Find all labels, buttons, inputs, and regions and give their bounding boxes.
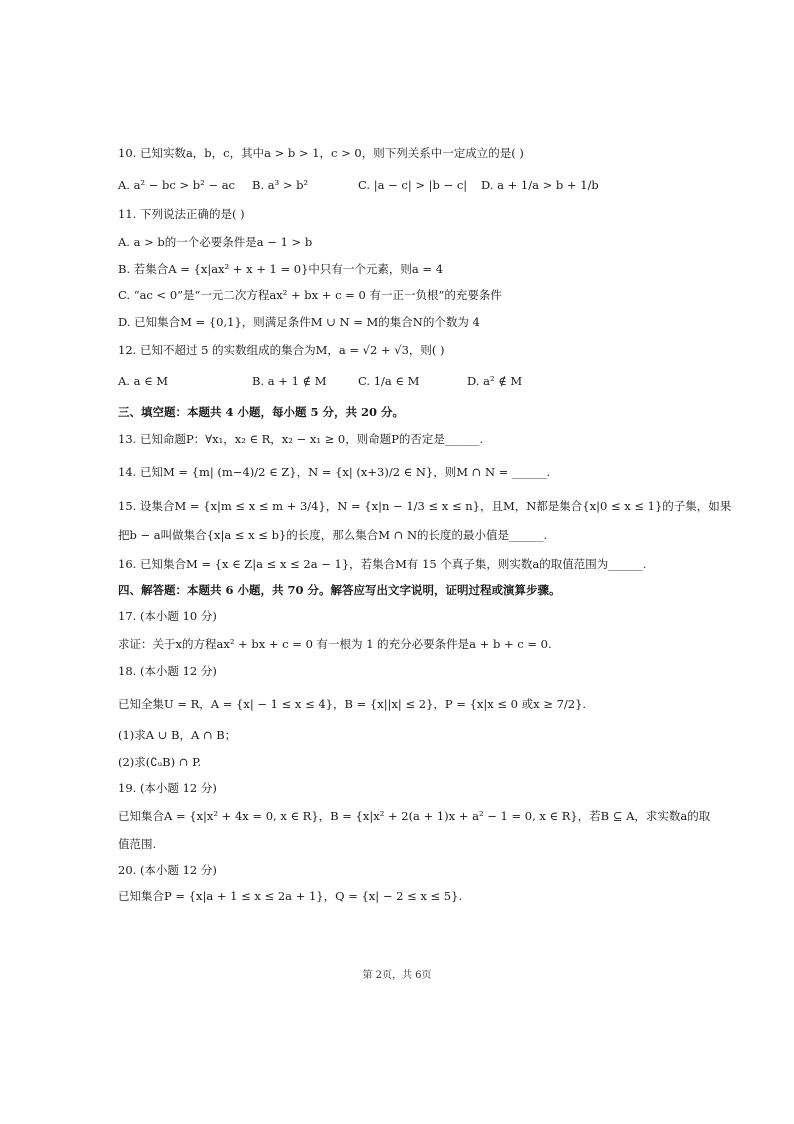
q11-stem: 11. 下列说法正确的是( ) [118, 207, 245, 221]
q13: 13. 已知命题P：∀x₁，x₂ ∈ R，x₂ − x₁ ≥ 0，则命题P的否定是______. [118, 432, 484, 446]
q16: 16. 已知集合M = {x ∈ Z|a ≤ x ≤ 2a − 1}，若集合M有 15 个真子集，则实数a的取值范围为______. [118, 557, 647, 571]
q15-line1: 15. 设集合M = {x|m ≤ x ≤ m + 3/4}，N = {x|n − 1/3 ≤ x ≤ n}，且M，N都是集合{x|0 ≤ x ≤ 1}的子集，如果 [118, 499, 732, 513]
q12-option-d: D. a² ∉ M [467, 374, 523, 388]
q20-head: 20. (本小题 12 分) [118, 863, 217, 877]
q18-part2: (2)求(∁ᵤB) ∩ P. [118, 755, 202, 769]
q17-body: 求证：关于x的方程ax² + bx + c = 0 有一根为 1 的充分必要条件是a + b + c = 0. [118, 637, 552, 651]
q10-option-c: C. |a − c| > |b − c| [358, 178, 468, 192]
q14: 14. 已知M = {m| (m−4)/2 ∈ Z}，N = {x| (x+3)/2 ∈ N}，则M ∩ N = ______. [118, 465, 551, 479]
q10-option-d: D. a + 1/a > b + 1/b [481, 178, 599, 192]
q10-stem: 10. 已知实数a，b，c，其中a > b > 1，c > 0，则下列关系中一定成立的是( ) [118, 146, 524, 160]
q19-line1: 已知集合A = {x|x² + 4x = 0, x ∈ R}，B = {x|x² + 2(a + 1)x + a² − 1 = 0, x ∈ R}，若B ⊆ A，求实数a的取 [118, 809, 711, 823]
section-fill-in-heading: 三、填空题：本题共 4 小题，每小题 5 分，共 20 分。 [118, 405, 405, 419]
q11-option-b: B. 若集合A = {x|ax² + x + 1 = 0}中只有一个元素，则a = 4 [118, 262, 444, 276]
q18-head: 18. (本小题 12 分) [118, 664, 217, 678]
q11-option-a: A. a > b的一个必要条件是a − 1 > b [118, 235, 313, 249]
q12-stem: 12. 已知不超过 5 的实数组成的集合为M，a = √2 + √3，则( ) [118, 343, 445, 357]
q15-line2: 把b − a叫做集合{x|a ≤ x ≤ b}的长度，那么集合M ∩ N的长度的最小值是______. [118, 528, 548, 542]
q11-option-c: C. “ac < 0”是“一元二次方程ax² + bx + c = 0 有一正一负根”的充要条件 [118, 288, 502, 302]
q19-head: 19. (本小题 12 分) [118, 781, 217, 795]
page-footer: 第 2页，共 6页 [362, 970, 432, 981]
q10-option-a: A. a² − bc > b² − ac [118, 178, 235, 192]
q17-head: 17. (本小题 10 分) [118, 609, 217, 623]
q20-body: 已知集合P = {x|a + 1 ≤ x ≤ 2a + 1}，Q = {x| − 2 ≤ x ≤ 5}. [118, 889, 463, 903]
q18-body: 已知全集U = R，A = {x| − 1 ≤ x ≤ 4}，B = {x||x| ≤ 2}，P = {x|x ≤ 0 或x ≥ 7/2}. [118, 697, 587, 711]
q11-option-d: D. 已知集合M = {0,1}，则满足条件M ∪ N = M的集合N的个数为 4 [118, 315, 480, 329]
q12-option-b: B. a + 1 ∉ M [252, 374, 327, 388]
section-answer-heading: 四、解答题：本题共 6 小题，共 70 分。解答应写出文字说明，证明过程或演算步骤。 [118, 583, 561, 597]
q12-option-a: A. a ∈ M [118, 374, 169, 388]
q19-line2: 值范围. [118, 837, 157, 851]
q12-option-c: C. 1/a ∈ M [358, 374, 420, 388]
q10-option-b: B. a³ > b² [252, 178, 309, 192]
q18-part1: (1)求A ∪ B，A ∩ B； [118, 728, 237, 742]
